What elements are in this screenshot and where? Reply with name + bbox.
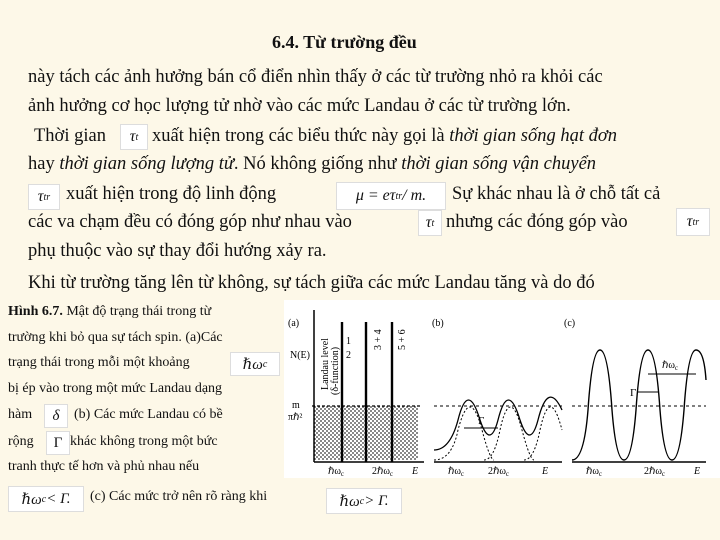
gamma-formula: Γ [46, 431, 70, 455]
x-label-e-b: E [542, 466, 549, 477]
panel-a-label: (a) [288, 318, 300, 329]
broadened-level-1 [434, 407, 494, 460]
tick-2hw-b: 2ℏω$_c$ [488, 466, 510, 478]
gamma-label-c: Γ [630, 387, 637, 399]
tick-hw-b: ℏω$_c$ [448, 466, 465, 478]
tau-tr-formula-2: τ tr [676, 208, 710, 236]
caption-line-5b: (b) Các mức Landau có bề [74, 407, 223, 422]
tau-tr-formula: τ tr [28, 184, 60, 210]
hw-label-c: ℏω$_c$ [662, 360, 679, 372]
y-label-m: m [292, 400, 300, 411]
tick-2hw-a: 2ℏω$_c$ [372, 466, 394, 478]
y-label-ne: N(E) [290, 350, 310, 361]
tick-2hw-c: 2ℏω$_c$ [644, 466, 666, 478]
tick-hw-a: ℏω$_c$ [328, 466, 345, 478]
paragraph-line-7: phụ thuộc vào sự thay đổi hướng xảy ra. [28, 241, 327, 261]
caption-line-1: Hình 6.7. Mật độ trạng thái trong từ [8, 304, 212, 319]
gamma-label-b: Γ [478, 415, 485, 427]
paragraph-line-3b: xuất hiện trong các biểu thức này gọi là thời gian sống hạt đơn [152, 126, 617, 146]
dos-curve-c [572, 350, 706, 460]
paragraph-line-4: hay thời gian sống lượng tử. Nó không giống như thời gian sống vận chuyển [28, 154, 597, 174]
paragraph-line-5b: Sự khác nhau là ở chỗ tất cả [452, 184, 661, 204]
panel-c-label: (c) [564, 318, 576, 329]
tau-t-formula-2: τ t [418, 210, 442, 236]
mobility-formula: μ = eτ tr / m. [336, 182, 446, 210]
broadened-level-3 [524, 407, 562, 460]
caption-line-2: trường khi bỏ qua sự tách spin. (a)Các [8, 330, 223, 345]
paragraph-line-2: ảnh hưởng cơ học lượng tử nhờ vào các mức Landau ở các từ trường lớn. [28, 96, 571, 116]
y-label-pihbar: πℏ² [288, 412, 303, 423]
paragraph-line-1: này tách các ảnh hưởng bán cổ điển nhìn thấy ở các từ trường nhỏ ra khỏi các [28, 67, 603, 87]
slide-title: 6.4. Từ trường đều [272, 32, 417, 52]
level-1-label: 1 [346, 336, 351, 347]
caption-line-7: tranh thực tế hơn và phủ nhau nếu [8, 459, 200, 474]
condition-greater-formula: ℏω c > Γ. [326, 488, 402, 514]
condition-less-formula: ℏω c < Γ. [8, 486, 84, 512]
level-2-label: 2 [346, 350, 351, 361]
x-label-e-c: E [694, 466, 701, 477]
caption-line-4: bị ép vào trong một mức Landau dạng [8, 381, 223, 396]
omega-c-formula: ℏω c [230, 352, 280, 376]
paragraph-line-3a: Thời gian [34, 126, 106, 146]
caption-line-6b: khác không trong một bức [70, 434, 218, 449]
delta-formula: δ [44, 404, 68, 428]
caption-line-5a: hàm [8, 407, 33, 422]
caption-line-8: (c) Các mức trở nên rõ ràng khi [90, 489, 268, 504]
x-label-e-a: E [412, 466, 419, 477]
level-34-label: 3 + 4 [373, 329, 384, 350]
landau-level-label: Landau level [320, 338, 331, 390]
paragraph-line-5a: xuất hiện trong độ linh động [66, 184, 277, 204]
density-of-states-figure [284, 300, 720, 478]
dos-total-curve-b [434, 397, 562, 450]
panel-b-label: (b) [432, 318, 444, 329]
tau-t-formula: τ t [120, 124, 148, 150]
paragraph-line-6b: nhưng các đóng góp vào [446, 212, 628, 232]
caption-line-6a: rộng [8, 434, 34, 449]
delta-function-label: (δ-function) [330, 346, 341, 395]
caption-line-3: trạng thái trong mỗi một khoảng [8, 355, 190, 370]
paragraph-line-8: Khi từ trường tăng lên từ không, sự tách giữa các mức Landau tăng và do đó [28, 273, 595, 293]
paragraph-line-6a: các va chạm đều có đóng góp như nhau vào [28, 212, 352, 232]
tick-hw-c: ℏω$_c$ [586, 466, 603, 478]
level-56-label: 5 + 6 [397, 329, 408, 350]
